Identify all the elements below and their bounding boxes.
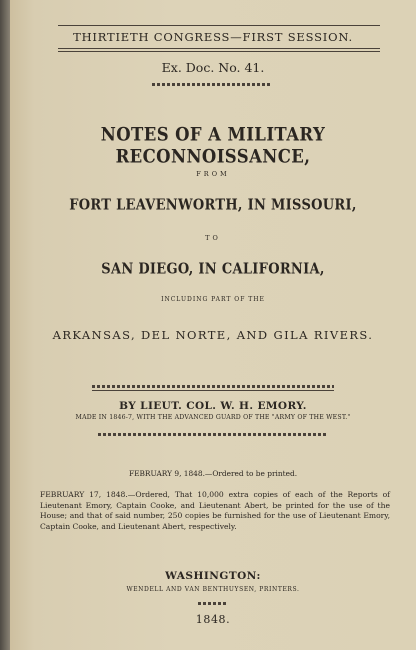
imprint-printers: WENDELL AND VAN BENTHUYSEN, PRINTERS. bbox=[126, 586, 300, 593]
print-order: FEBRUARY 9, 1848.—Ordered to be printed. bbox=[128, 469, 298, 478]
document-number: Ex. Doc. No. 41. bbox=[161, 60, 265, 75]
imprint-place: WASHINGTON: bbox=[165, 570, 261, 582]
imprint-year: 1848. bbox=[195, 613, 231, 626]
author-byline: BY LIEUT. COL. W. H. EMORY. bbox=[119, 400, 307, 412]
print-resolution: FEBRUARY 17, 1848.—Ordered, That 10,000 extra copies of each of the Reports of Lieutenant Emory, Captain Cooke, and Lieutenant Abert, be printed for the use of the House; and that of said number, 250 copies be furnished for the use of Lieutenant Emory, Captain Cooke, and Lieutenant Abert, respectively. bbox=[40, 490, 390, 531]
ornamental-divider bbox=[152, 83, 270, 86]
ornamental-divider bbox=[198, 602, 228, 605]
header-rule bbox=[58, 48, 380, 49]
title-line-1: NOTES OF A MILITARY RECONNOISSANCE, bbox=[100, 123, 326, 167]
title-including: INCLUDING PART OF THE bbox=[161, 296, 265, 303]
book-spine-edge bbox=[0, 0, 10, 650]
title-line-4: ARKANSAS, DEL NORTE, AND GILA RIVERS. bbox=[52, 328, 374, 342]
title-line-3: SAN DIEGO, IN CALIFORNIA, bbox=[101, 260, 325, 279]
title-to: TO bbox=[205, 234, 221, 242]
title-line-2: FORT LEAVENWORTH, IN MISSOURI, bbox=[69, 196, 357, 215]
title-from: FROM bbox=[196, 170, 230, 178]
ornamental-divider-line bbox=[92, 390, 334, 391]
expedition-note: MADE IN 1846-7, WITH THE ADVANCED GUARD OF THE "ARMY OF THE WEST." bbox=[75, 414, 351, 421]
top-rule bbox=[58, 25, 380, 26]
ornamental-divider bbox=[98, 433, 328, 436]
ornamental-divider bbox=[92, 385, 334, 388]
congress-session-heading: THIRTIETH CONGRESS—FIRST SESSION. bbox=[73, 30, 353, 44]
header-rule-double bbox=[58, 51, 380, 52]
title-page bbox=[10, 0, 416, 650]
